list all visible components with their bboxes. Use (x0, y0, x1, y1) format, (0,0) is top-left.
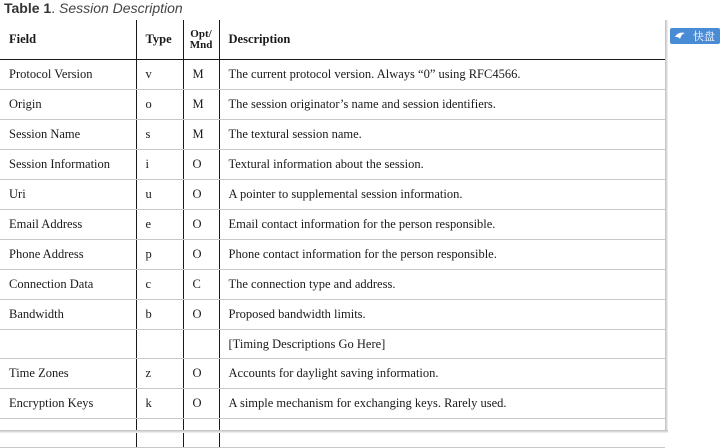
header-opt: Opt/ (190, 27, 212, 40)
cell-type: c (136, 270, 183, 300)
cell-type: e (136, 210, 183, 240)
cell-description: The textural session name. (219, 120, 665, 150)
table-caption (4, 0, 183, 17)
kuaipan-button[interactable] (670, 28, 720, 44)
cell-description: Textural information about the session. (219, 150, 665, 180)
cell-opt: O (183, 240, 219, 270)
table-row (0, 90, 665, 120)
header-mnd: Mnd (189, 38, 213, 51)
cell-description: Phone contact information for the person responsible. (219, 240, 665, 270)
table-caption-title: Session Description (58, 0, 183, 16)
header-opt-mnd (183, 20, 219, 60)
cell-field: Protocol Version (0, 60, 136, 90)
cell-field: Origin (0, 90, 136, 120)
cell-opt: M (183, 90, 219, 120)
cell-type: u (136, 180, 183, 210)
session-description-table (0, 20, 665, 448)
cell-description: Accounts for daylight saving information. (219, 359, 665, 389)
cell-field: Session Name (0, 120, 136, 150)
header-field: Field (0, 20, 136, 60)
table-row (0, 330, 665, 359)
cell-field (0, 419, 136, 448)
cell-description: The connection type and address. (219, 270, 665, 300)
cell-field: Phone Address (0, 240, 136, 270)
table-row (0, 419, 665, 448)
table-row (0, 60, 665, 90)
cell-type: s (136, 120, 183, 150)
cell-description: The session originator’s name and session identifiers. (219, 90, 665, 120)
cell-opt (183, 419, 219, 448)
cell-opt: O (183, 210, 219, 240)
cell-type: o (136, 90, 183, 120)
table-row (0, 359, 665, 389)
cell-type (136, 330, 183, 359)
cell-field: Email Address (0, 210, 136, 240)
cell-opt: O (183, 150, 219, 180)
cell-type: i (136, 150, 183, 180)
cell-opt: C (183, 270, 219, 300)
cell-opt: M (183, 60, 219, 90)
kuaipan-label: 快盘 (693, 30, 715, 43)
cell-description (219, 419, 665, 448)
table-row (0, 300, 665, 330)
table-row (0, 180, 665, 210)
cell-type: v (136, 60, 183, 90)
cell-opt: O (183, 389, 219, 419)
table-row (0, 389, 665, 419)
cell-description: A simple mechanism for exchanging keys. Rarely used. (219, 389, 665, 419)
cell-field: Connection Data (0, 270, 136, 300)
header-type: Type (136, 20, 183, 60)
table-body (0, 60, 665, 448)
cell-field: Bandwidth (0, 300, 136, 330)
cell-description: A pointer to supplemental session information. (219, 180, 665, 210)
header-description: Description (219, 20, 665, 60)
table-row (0, 270, 665, 300)
table-caption-number: Table 1 (4, 0, 52, 16)
table-header-row (0, 20, 665, 60)
kuaipan-bird-icon (674, 30, 686, 42)
table-row (0, 240, 665, 270)
cell-description: The current protocol version. Always “0” using RFC4566. (219, 60, 665, 90)
cell-type: z (136, 359, 183, 389)
cell-description: [Timing Descriptions Go Here] (219, 330, 665, 359)
cell-type: k (136, 389, 183, 419)
table-caption-separator: . (51, 0, 56, 16)
table-row (0, 120, 665, 150)
cell-field (0, 330, 136, 359)
cell-type (136, 419, 183, 448)
cell-opt: O (183, 359, 219, 389)
cell-type: b (136, 300, 183, 330)
table-row (0, 210, 665, 240)
cell-opt (183, 330, 219, 359)
cell-type: p (136, 240, 183, 270)
page-shadow-right (665, 20, 668, 433)
cell-field: Time Zones (0, 359, 136, 389)
cell-field: Uri (0, 180, 136, 210)
cell-opt: O (183, 300, 219, 330)
cell-field: Encryption Keys (0, 389, 136, 419)
cell-opt: M (183, 120, 219, 150)
cell-opt: O (183, 180, 219, 210)
cell-field: Session Information (0, 150, 136, 180)
cell-description: Proposed bandwidth limits. (219, 300, 665, 330)
cell-description: Email contact information for the person responsible. (219, 210, 665, 240)
table-row (0, 150, 665, 180)
